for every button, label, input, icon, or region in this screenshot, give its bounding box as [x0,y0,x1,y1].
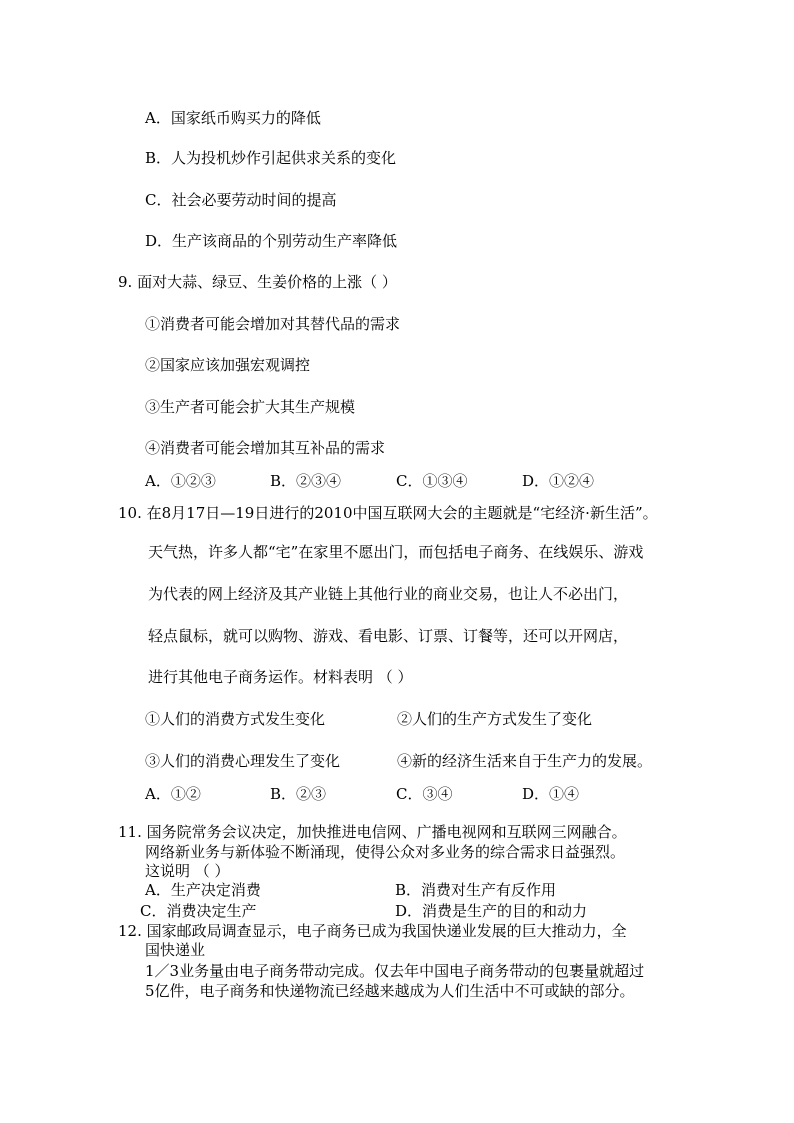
q8-option-a: A．国家纸币购买力的降低 [145,109,321,127]
q8-option-d: D．生产该商品的个别劳动生产率降低 [145,232,398,250]
q11-choice-a: A．生产决定消费 [145,881,261,899]
q10-stem: 10. 在8月17日—19日进行的2010中国互联网大会的主题就是“宅经济·新生活”。 [118,504,658,522]
q8-option-c: C．社会必要劳动时间的提高 [145,191,337,209]
q9-choices [145,471,594,491]
q12-stem-4: 5亿件，电子商务和快递物流已经越来越成为人们生活中不可或缺的部分。 [145,982,635,1000]
q10-statement-3: ③人们的消费心理发生了变化 [145,752,341,770]
q11-stem-3: 这说明 （ ） [145,862,230,880]
q10-material-3: 轻点鼠标，就可以购物、游戏、看电影、订票、订餐等，还可以开网店， [148,627,629,645]
q11-choices-row-2 [140,901,587,921]
q10-statements-row-2 [145,751,652,771]
q11-stem-1: 11. 国务院常务会议决定，加快推进电信网、广播电视网和互联网三网融合。 [118,823,627,841]
q10-statements-row-1 [145,709,592,729]
q9-choice-c: C．①③④ [396,472,468,490]
q11-choice-b: B．消费对生产有反作用 [395,881,557,899]
q10-choice-c: C．③④ [396,785,453,803]
q9-choice-b: B．②③④ [270,472,342,490]
q10-choice-a: A．①② [145,785,201,803]
q10-choice-b: B．②③ [270,785,327,803]
q9-choice-d: D．①②④ [522,472,595,490]
q10-statement-1: ①人们的消费方式发生变化 [145,710,326,728]
q10-material-2: 为代表的网上经济及其产业链上其他行业的商业交易，也让人不必出门， [148,585,629,603]
q10-statement-4: ④新的经济生活来自于生产力的发展。 [397,752,653,770]
q9-stem: 9. 面对大蒜、绿豆、生姜价格的上涨（ ） [118,273,397,291]
q12-stem-2: 国快递业 [145,941,206,959]
q10-choices [145,784,579,804]
q8-option-b: B．人为投机炒作引起供求关系的变化 [145,149,397,167]
q9-statement-2: ②国家应该加强宏观调控 [145,356,311,374]
q11-choices-row-1 [145,880,556,900]
q10-material-1: 天气热，许多人都“宅”在家里不愿出门，而包括电子商务、在线娱乐、游戏 [148,543,644,561]
q12-stem-3: 1／3业务量由电子商务带动完成。仅去年中国电子商务带动的包裹量就超过 [145,962,645,980]
q9-statement-4: ④消费者可能会增加其互补品的需求 [145,439,386,457]
q10-material-4: 进行其他电子商务运作。材料表明 （ ） [148,668,413,686]
q11-stem-2: 网络新业务与新体验不断涌现，使得公众对多业务的综合需求日益强烈。 [145,843,626,861]
q12-stem-1: 12. 国家邮政局调查显示，电子商务已成为我国快递业发展的巨大推动力，全 [118,922,627,940]
q10-statement-2: ②人们的生产方式发生了变化 [397,710,593,728]
q9-statement-1: ①消费者可能会增加对其替代品的需求 [145,315,401,333]
q11-choice-c: C．消费决定生产 [140,902,257,920]
q9-statement-3: ③生产者可能会扩大其生产规模 [145,398,356,416]
q11-choice-d: D．消费是生产的目的和动力 [395,902,588,920]
q9-choice-a: A．①②③ [145,472,216,490]
q10-choice-d: D．①④ [522,785,580,803]
